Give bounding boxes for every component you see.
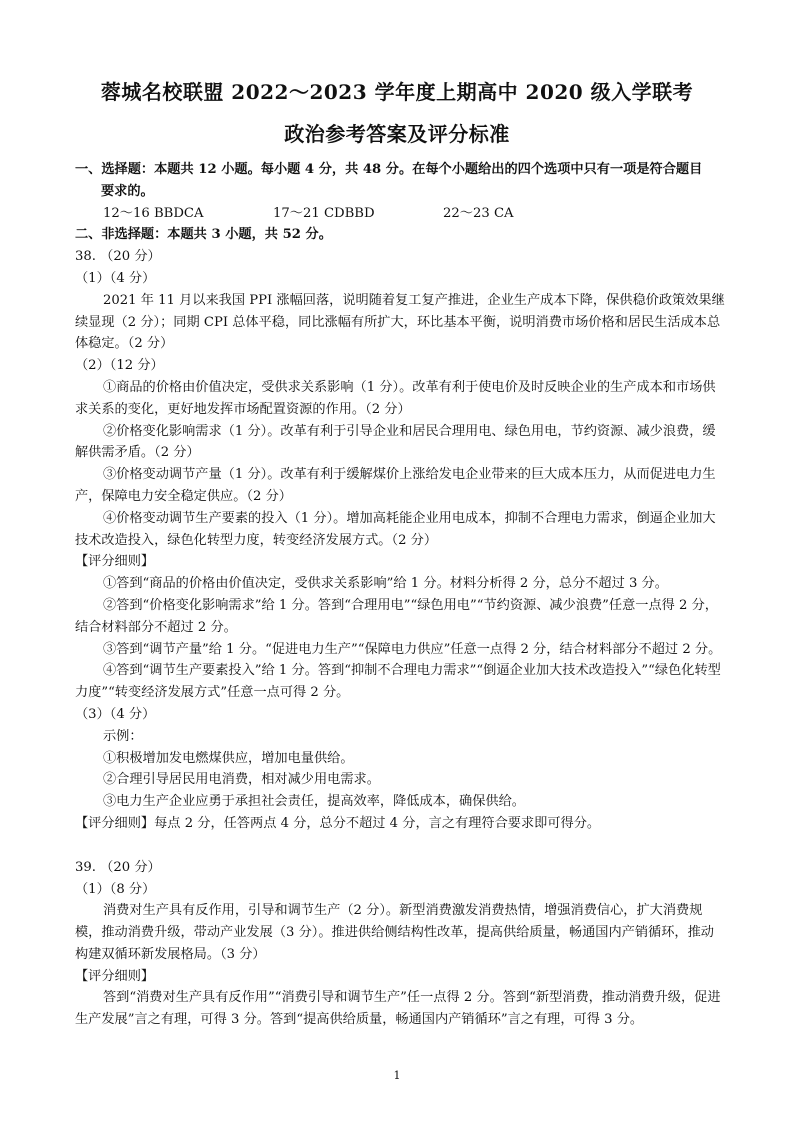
section1-heading-line1: 一、选择题：本题共 12 小题。每小题 4 分，共 48 分。在每个小题给出的四个选项中只有一项是符合题目 bbox=[75, 162, 703, 177]
q38-part3-label: （3）（4 分） bbox=[75, 706, 156, 722]
page-subtitle: 政治参考答案及评分标准 bbox=[284, 122, 510, 146]
answers-12-16: 12～16 BBDCA bbox=[103, 205, 204, 221]
spacer bbox=[75, 835, 725, 857]
q38-part3-item: ③电力生产企业应勇于承担社会责任，提高效率，降低成本，确保供给。 bbox=[103, 794, 525, 810]
q38-rubric-item: ②答到“价格变化影响需求”给 1 分。答到“合理用电”“绿色用电”“节约资源、减少浪费”任意一点得 2 分，结合材料部分不超过 2 分。 bbox=[75, 597, 718, 635]
q38-rubric-label: 【评分细则】 bbox=[75, 554, 155, 570]
q38-part3-example-label: 示例： bbox=[103, 728, 143, 744]
q38-part2-item: ②价格变化影响需求（1 分）。改革有利于引导企业和居民合理用电、绿色用电，节约资源、减少浪费，缓解供需矛盾。（2 分） bbox=[75, 423, 716, 461]
q38-rubric-item: ①答到“商品的价格由价值决定，受供求关系影响”给 1 分。材料分析得 2 分，总分不超过 3 分。 bbox=[103, 576, 668, 592]
q39-rubric-text: 答到“消费对生产具有反作用”“消费引导和调节生产”任一点得 2 分。答到“新型消费，推动消费升级，促进生产发展”言之有理，可得 3 分。答到“提高供给质量，畅通国内产销循环”言之有理，可得 3 分。 bbox=[75, 990, 721, 1028]
page-number: 1 bbox=[393, 1069, 401, 1082]
q38-part1-answer: 2021 年 11 月以来我国 PPI 涨幅回落，说明随着复工复产推进，企业生产成本下降，保供稳价政策效果继续显现（2 分）；同期 CPI 总体平稳，同比涨幅有所扩大，环比基本平衡，说明消费市场价格和居民生活成本总体稳定。（2 分） bbox=[75, 292, 725, 352]
q38-rubric-item: ③答到“调节产量”给 1 分。“促进电力生产”“保障电力供应”任意一点得 2 分，结合材料部分不超过 2 分。 bbox=[103, 641, 722, 657]
document-body bbox=[75, 159, 725, 1031]
section2-heading: 二、非选择题：本题共 3 小题，共 52 分。 bbox=[75, 227, 332, 243]
q38-part3-item: ②合理引导居民用电消费，相对减少用电需求。 bbox=[103, 772, 380, 788]
q39-rubric-label: 【评分细则】 bbox=[75, 968, 155, 984]
section1-heading-line2: 要求的。 bbox=[101, 183, 154, 199]
q38-part2-label: （2）（12 分） bbox=[75, 358, 164, 374]
q38-part2-item: ③价格变动调节产量（1 分）。改革有利于缓解煤价上涨给发电企业带来的巨大成本压力，从而促进电力生产，保障电力安全稳定供应。（2 分） bbox=[75, 467, 716, 504]
q38-part2-item: ①商品的价格由价值决定，受供求关系影响（1 分）。改革有利于使电价及时反映企业的生产成本和市场供求关系的变化，更好地发挥市场配置资源的作用。（2 分） bbox=[75, 379, 716, 417]
q38-part1-label: （1）（4 分） bbox=[75, 270, 156, 286]
q38-rubric-item: ④答到“调节生产要素投入”给 1 分。答到“抑制不合理电力需求”“倒逼企业加大技术改造投入”“绿色化转型力度”“转变经济发展方式”任意一点可得 2 分。 bbox=[75, 663, 721, 701]
q38-part3-rubric: 【评分细则】每点 2 分，任答两点 4 分，总分不超过 4 分，言之有理符合要求即可得分。 bbox=[75, 815, 601, 831]
q38-label: 38. （20 分） bbox=[75, 249, 161, 265]
answers-17-21: 17～21 CDBBD bbox=[273, 205, 375, 221]
choice-answers-row bbox=[75, 203, 725, 225]
q39-label: 39. （20 分） bbox=[75, 859, 161, 875]
q39-part1-answer: 消费对生产具有反作用，引导和调节生产（2 分）。新型消费激发消费热情，增强消费信心，扩大消费规模，推动消费升级，带动产业发展（3 分）。推进供给侧结构性改革，提高供给质量，畅通国内产销循环，推动构建双循环新发展格局。（3 分） bbox=[75, 903, 714, 962]
page-title: 蓉城名校联盟 2022～2023 学年度上期高中 2020 级入学联考 bbox=[100, 80, 694, 104]
q38-part2-item: ④价格变动调节生产要素的投入（1 分）。增加高耗能企业用电成本，抑制不合理电力需求，倒逼企业加大技术改造投入，绿色化转型力度，转变经济发展方式。（2 分） bbox=[75, 510, 716, 548]
answers-22-23: 22～23 CA bbox=[443, 205, 514, 221]
q38-part3-item: ①积极增加发电燃煤供应，增加电量供给。 bbox=[103, 750, 354, 766]
q39-part1-label: （1）（8 分） bbox=[75, 881, 156, 897]
